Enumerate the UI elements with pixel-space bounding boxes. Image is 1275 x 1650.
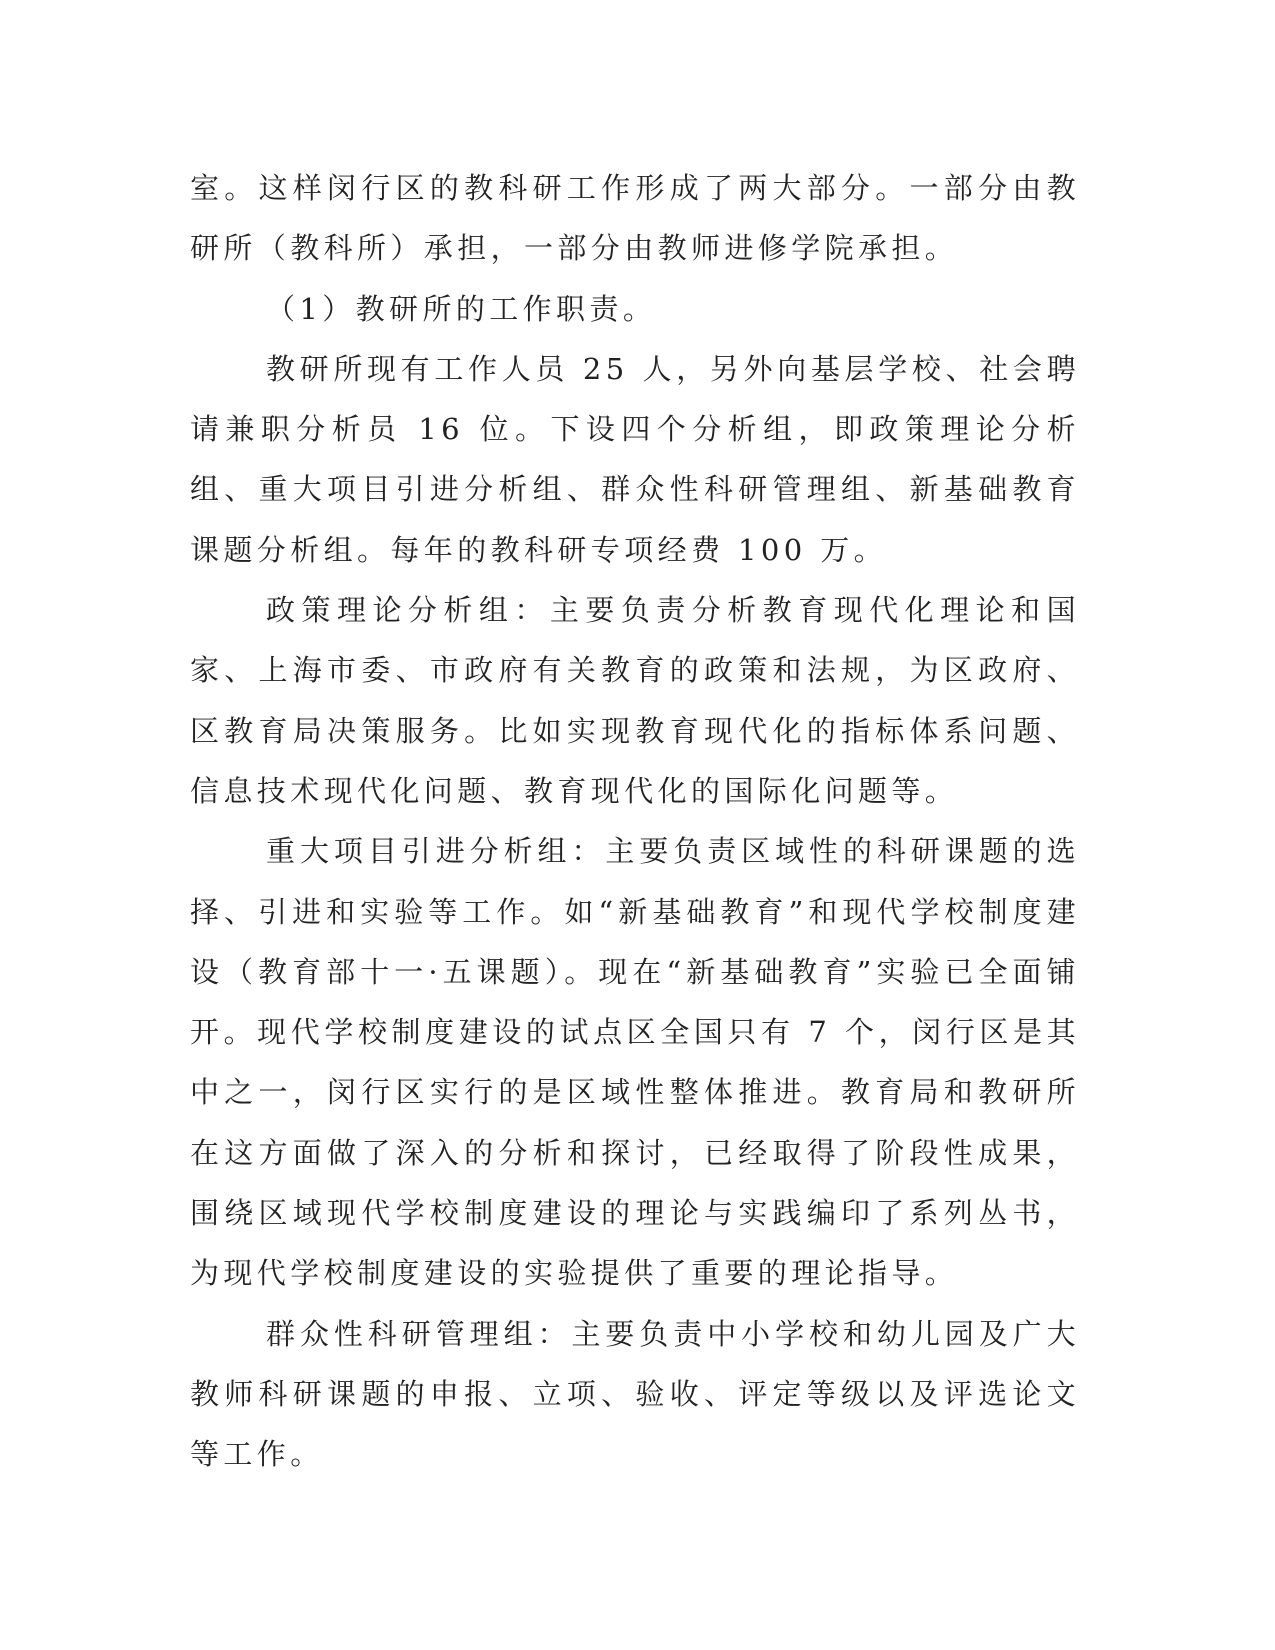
paragraph-policy-group: 政策理论分析组：主要负责分析教育现代化理论和国家、上海市委、市政府有关教育的政策和法规，为区政府、区教育局决策服务。比如实现教育现代化的指标体系问题、信息技术现代化问题、教育现代化的国际化问题等。 bbox=[190, 593, 1080, 808]
paragraph-major-projects-group: 重大项目引进分析组：主要负责区域性的科研课题的选择、引进和实验等工作。如“新基础教育”和现代学校制度建设（教育部十一·五课题）。现在“新基础教育”实验已全面铺开。现代学校制度建设的试点区全国只有 7 个，闵行区是其中之一，闵行区实行的是区域性整体推进。教育局和教研所在这方面做了深入的分析和探讨，已经取得了阶段性成果，围绕区域现代学校制度建设的理论与实践编印了系列丛书，为现代学校制度建设的实验提供了重要的理论指导。 bbox=[190, 834, 1080, 1291]
paragraph-mass-research-group: 群众性科研管理组：主要负责中小学校和幼儿园及广大教师科研课题的申报、立项、验收、评定等级以及评选论文等工作。 bbox=[190, 1316, 1080, 1472]
document-body bbox=[190, 158, 1080, 1485]
paragraph-continuation: 室。这样闵行区的教科研工作形成了两大部分。一部分由教研所（教科所）承担，一部分由教师进修学院承担。 bbox=[190, 171, 1080, 266]
paragraph-staffing: 教研所现有工作人员 25 人，另外向基层学校、社会聘请兼职分析员 16 位。下设四个分析组，即政策理论分析组、重大项目引进分析组、群众性科研管理组、新基础教育课题分析组。每年的教科研专项经费 100 万。 bbox=[190, 351, 1080, 567]
section-heading: （1）教研所的工作职责。 bbox=[266, 291, 657, 326]
